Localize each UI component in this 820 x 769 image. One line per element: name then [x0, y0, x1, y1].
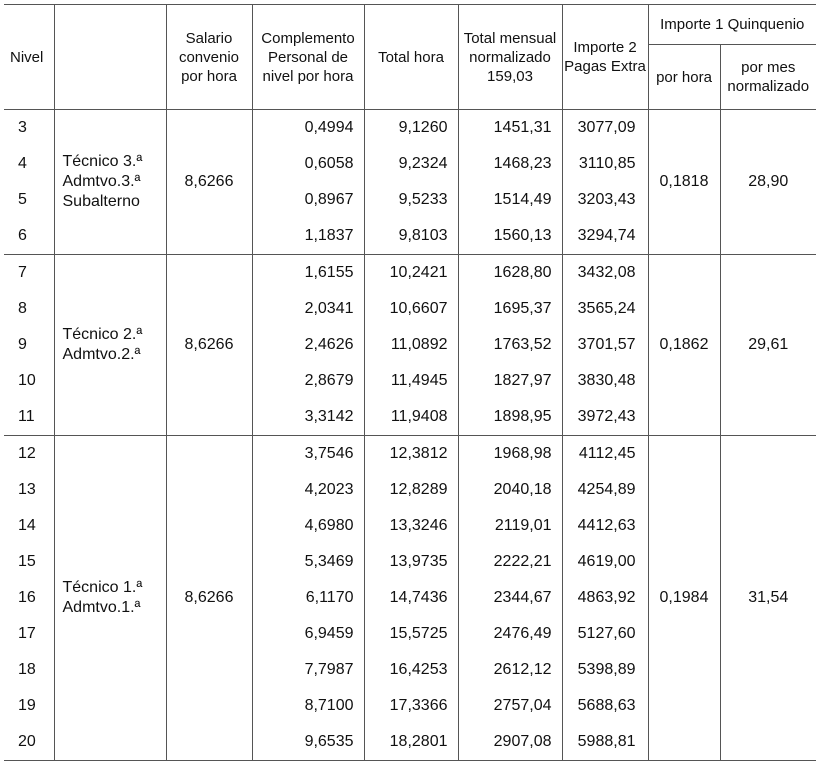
cell-nivel: 3: [4, 110, 54, 147]
cell-complemento: 2,8679: [252, 363, 364, 399]
cell-total-hora: 9,8103: [364, 218, 458, 255]
cell-complemento: 6,9459: [252, 616, 364, 652]
cell-nivel: 16: [4, 580, 54, 616]
cell-nivel: 12: [4, 436, 54, 473]
cell-total-mensual: 1514,49: [458, 182, 562, 218]
header-por-hora: por hora: [648, 45, 720, 110]
cell-importe-pagas: 5127,60: [562, 616, 648, 652]
cell-complemento: 1,6155: [252, 255, 364, 292]
header-quinquenio: Importe 1 Quinquenio: [648, 5, 816, 45]
cell-total-mensual: 1695,37: [458, 291, 562, 327]
cell-nivel: 11: [4, 399, 54, 436]
cell-importe-pagas: 3294,74: [562, 218, 648, 255]
cell-total-mensual: 1827,97: [458, 363, 562, 399]
category-line: Admtvo.2.ª: [62, 346, 141, 363]
cell-total-mensual: 2907,08: [458, 724, 562, 761]
cell-complemento: 8,7100: [252, 688, 364, 724]
cell-nivel: 13: [4, 472, 54, 508]
header-total-mensual: Total mensual normalizado 159,03: [458, 5, 562, 110]
cell-nivel: 17: [4, 616, 54, 652]
category-line: Admtvo.3.ª: [62, 173, 141, 190]
category-line: Técnico 3.ª: [62, 153, 143, 170]
cell-salario: 8,6266: [166, 436, 252, 761]
table-body: [4, 110, 816, 761]
cell-nivel: 9: [4, 327, 54, 363]
header-category: [54, 5, 166, 110]
cell-nivel: 10: [4, 363, 54, 399]
cell-total-hora: 10,2421: [364, 255, 458, 292]
cell-importe-pagas: 4863,92: [562, 580, 648, 616]
cell-category: [54, 436, 166, 761]
cell-complemento: 2,4626: [252, 327, 364, 363]
cell-nivel: 14: [4, 508, 54, 544]
cell-category: [54, 110, 166, 255]
cell-importe-pagas: 3432,08: [562, 255, 648, 292]
cell-nivel: 19: [4, 688, 54, 724]
cell-total-hora: 9,2324: [364, 146, 458, 182]
cell-complemento: 9,6535: [252, 724, 364, 761]
cell-total-mensual: 2344,67: [458, 580, 562, 616]
cell-total-hora: 10,6607: [364, 291, 458, 327]
header-total-hora: Total hora: [364, 5, 458, 110]
cell-complemento: 0,6058: [252, 146, 364, 182]
cell-complemento: 3,7546: [252, 436, 364, 473]
cell-importe-pagas: 3701,57: [562, 327, 648, 363]
cell-total-hora: 13,3246: [364, 508, 458, 544]
cell-quinquenio-hora: 0,1984: [648, 436, 720, 761]
cell-nivel: 7: [4, 255, 54, 292]
cell-quinquenio-mes: 31,54: [720, 436, 816, 761]
cell-total-mensual: 2757,04: [458, 688, 562, 724]
cell-quinquenio-mes: 29,61: [720, 255, 816, 436]
cell-nivel: 5: [4, 182, 54, 218]
cell-quinquenio-hora: 0,1818: [648, 110, 720, 255]
header-por-mes: por mes normalizado: [720, 45, 816, 110]
cell-complemento: 6,1170: [252, 580, 364, 616]
cell-importe-pagas: 5688,63: [562, 688, 648, 724]
cell-complemento: 4,2023: [252, 472, 364, 508]
cell-nivel: 20: [4, 724, 54, 761]
cell-importe-pagas: 5398,89: [562, 652, 648, 688]
cell-importe-pagas: 4412,63: [562, 508, 648, 544]
category-line: Admtvo.1.ª: [62, 599, 141, 616]
header-complemento: Complemento Personal de nivel por hora: [252, 5, 364, 110]
cell-complemento: 2,0341: [252, 291, 364, 327]
cell-complemento: 5,3469: [252, 544, 364, 580]
cell-total-hora: 15,5725: [364, 616, 458, 652]
cell-total-hora: 18,2801: [364, 724, 458, 761]
cell-total-hora: 11,0892: [364, 327, 458, 363]
cell-quinquenio-hora: 0,1862: [648, 255, 720, 436]
cell-total-hora: 14,7436: [364, 580, 458, 616]
category-line: Subalterno: [62, 193, 140, 210]
cell-total-mensual: 2040,18: [458, 472, 562, 508]
cell-complemento: 3,3142: [252, 399, 364, 436]
cell-importe-pagas: 5988,81: [562, 724, 648, 761]
cell-importe-pagas: 3077,09: [562, 110, 648, 147]
cell-total-hora: 11,9408: [364, 399, 458, 436]
category-line: Técnico 1.ª: [62, 579, 143, 596]
cell-total-mensual: 1468,23: [458, 146, 562, 182]
cell-total-mensual: 1628,80: [458, 255, 562, 292]
cell-total-hora: 13,9735: [364, 544, 458, 580]
table-header: [4, 5, 816, 110]
cell-total-mensual: 1763,52: [458, 327, 562, 363]
cell-quinquenio-mes: 28,90: [720, 110, 816, 255]
table-row: [4, 110, 816, 147]
header-nivel: Nivel: [4, 5, 54, 110]
cell-total-mensual: 1560,13: [458, 218, 562, 255]
header-salario: Salario convenio por hora: [166, 5, 252, 110]
cell-importe-pagas: 3972,43: [562, 399, 648, 436]
cell-total-mensual: 2612,12: [458, 652, 562, 688]
cell-nivel: 6: [4, 218, 54, 255]
cell-importe-pagas: 3565,24: [562, 291, 648, 327]
cell-total-mensual: 1451,31: [458, 110, 562, 147]
cell-importe-pagas: 3203,43: [562, 182, 648, 218]
cell-total-mensual: 2476,49: [458, 616, 562, 652]
cell-total-mensual: 2222,21: [458, 544, 562, 580]
cell-total-hora: 12,8289: [364, 472, 458, 508]
cell-nivel: 15: [4, 544, 54, 580]
category-line: Técnico 2.ª: [62, 326, 143, 343]
cell-complemento: 7,7987: [252, 652, 364, 688]
cell-total-mensual: 1898,95: [458, 399, 562, 436]
cell-importe-pagas: 4254,89: [562, 472, 648, 508]
header-importe-pagas: Importe 2 Pagas Extra: [562, 5, 648, 110]
cell-total-mensual: 1968,98: [458, 436, 562, 473]
cell-nivel: 4: [4, 146, 54, 182]
cell-complemento: 0,8967: [252, 182, 364, 218]
cell-total-hora: 16,4253: [364, 652, 458, 688]
cell-nivel: 18: [4, 652, 54, 688]
cell-salario: 8,6266: [166, 255, 252, 436]
cell-nivel: 8: [4, 291, 54, 327]
cell-total-hora: 11,4945: [364, 363, 458, 399]
cell-total-hora: 9,1260: [364, 110, 458, 147]
cell-importe-pagas: 4619,00: [562, 544, 648, 580]
cell-complemento: 0,4994: [252, 110, 364, 147]
cell-importe-pagas: 3110,85: [562, 146, 648, 182]
table-row: [4, 436, 816, 473]
cell-importe-pagas: 3830,48: [562, 363, 648, 399]
cell-total-hora: 12,3812: [364, 436, 458, 473]
cell-total-hora: 17,3366: [364, 688, 458, 724]
cell-salario: 8,6266: [166, 110, 252, 255]
cell-total-mensual: 2119,01: [458, 508, 562, 544]
table-row: [4, 255, 816, 292]
salary-table: [4, 4, 816, 761]
cell-complemento: 4,6980: [252, 508, 364, 544]
cell-total-hora: 9,5233: [364, 182, 458, 218]
cell-importe-pagas: 4112,45: [562, 436, 648, 473]
cell-category: [54, 255, 166, 436]
cell-complemento: 1,1837: [252, 218, 364, 255]
